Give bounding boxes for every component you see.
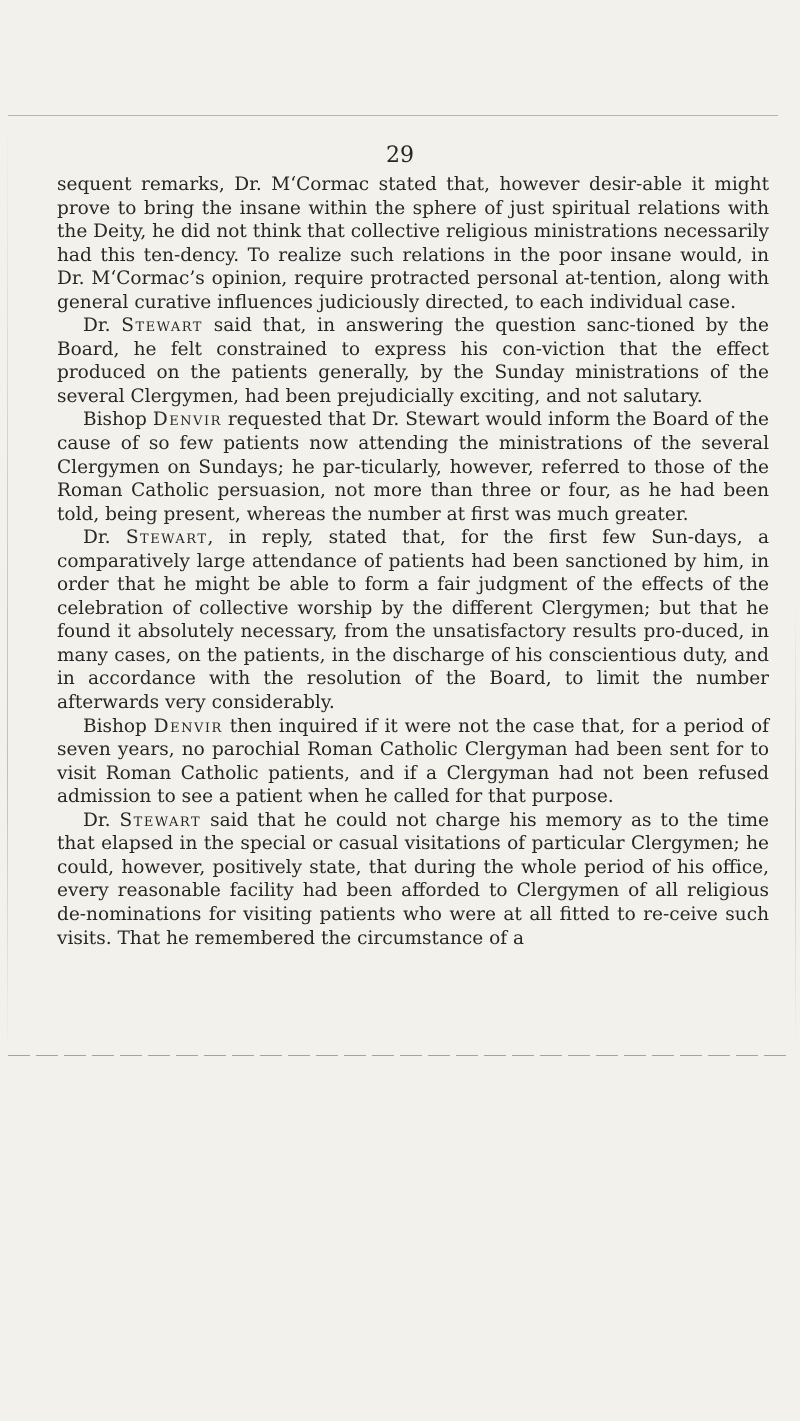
paragraph-1-text: sequent remarks, Dr. M‘Cormac stated that, however desir-able it might prove to bring the insane within the sphere of just spiritual relations with the Deity, he did not think that collective religious ministrations necessarily had this ten-dency. To realize such relations in the poor insane would, in Dr. M‘Cormac’s opinion, require protracted personal at-tention, along with general curative influences judiciously directed, to each individual case. [57,174,769,313]
paragraph-4-text-a: Dr. [83,527,126,549]
paragraph-3 [57,408,769,526]
bottom-rule [8,1055,788,1056]
top-rule [8,115,778,116]
speaker-name-stewart: Stewart [119,809,202,831]
paragraph-5-text-b: then inquired if it were not the case that, for a period of seven years, no parochial Roman Catholic Clergyman had been sent for to visit Roman Catholic patients, and if a Clergyman had not been refused admission to see a patient when he called for that purpose. [57,715,769,808]
speaker-name-stewart: Stewart [125,527,208,549]
paragraph-5-text-a: Bishop [83,715,154,737]
paragraph-2-text-a: Dr. [83,315,122,337]
speaker-name-denvir: Denvir [152,409,222,431]
paragraph-6 [57,809,769,950]
paragraph-5 [57,715,769,809]
page-number: 29 [386,143,414,168]
right-edge-rule [795,600,796,1050]
paragraph-3-text-b: requested that Dr. Stewart would inform the Board of the cause of so few patients now attending the ministrations of the several Clergymen on Sundays; he par-ticularly, however, referred to those of the Roman Catholic persuasion, not more than three or four, as he had been told, being present, whereas the number at first was much greater. [57,409,769,525]
body-text [57,173,769,950]
paragraph-1 [57,173,769,314]
paragraph-4-text-b: , in reply, stated that, for the first few Sun-days, a comparatively large attendance of patients had been sanctioned by him, in order that he might be able to form a fair judgment of the effects of the celebration of collective worship by the different Clergymen; but that he found it absolutely necessary, from the unsatisfactory results pro-duced, in many cases, on the patients, in the discharge of his conscientious duty, and in accordance with the resolution of the Board, to limit the number afterwards very considerably. [57,527,770,714]
paragraph-4 [57,526,769,714]
paragraph-3-text-a: Bishop [83,409,153,431]
paragraph-2 [57,314,769,408]
paragraph-6-text-b: said that he could not charge his memory as to the time that elapsed in the special or casual visitations of particular Clergymen; he could, however, positively state, that during the whole period of his office, every reasonable facility had been afforded to Clergymen of all religious de-nominations for visiting patients who were at all fitted to re-ceive such visits. That he remembered the circumstance of a [57,809,769,949]
left-edge-rule [7,118,8,1054]
speaker-name-stewart: Stewart [121,315,203,337]
paragraph-2-text-b: said that, in answering the question sanc-tioned by the Board, he felt constrained to express his con-viction that the effect produced on the patients generally, by the Sunday ministrations of the several Clergymen, had been prejudicially exciting, and not salutary. [57,315,769,407]
paragraph-6-text-a: Dr. [83,809,120,831]
speaker-name-denvir: Denvir [153,715,223,737]
